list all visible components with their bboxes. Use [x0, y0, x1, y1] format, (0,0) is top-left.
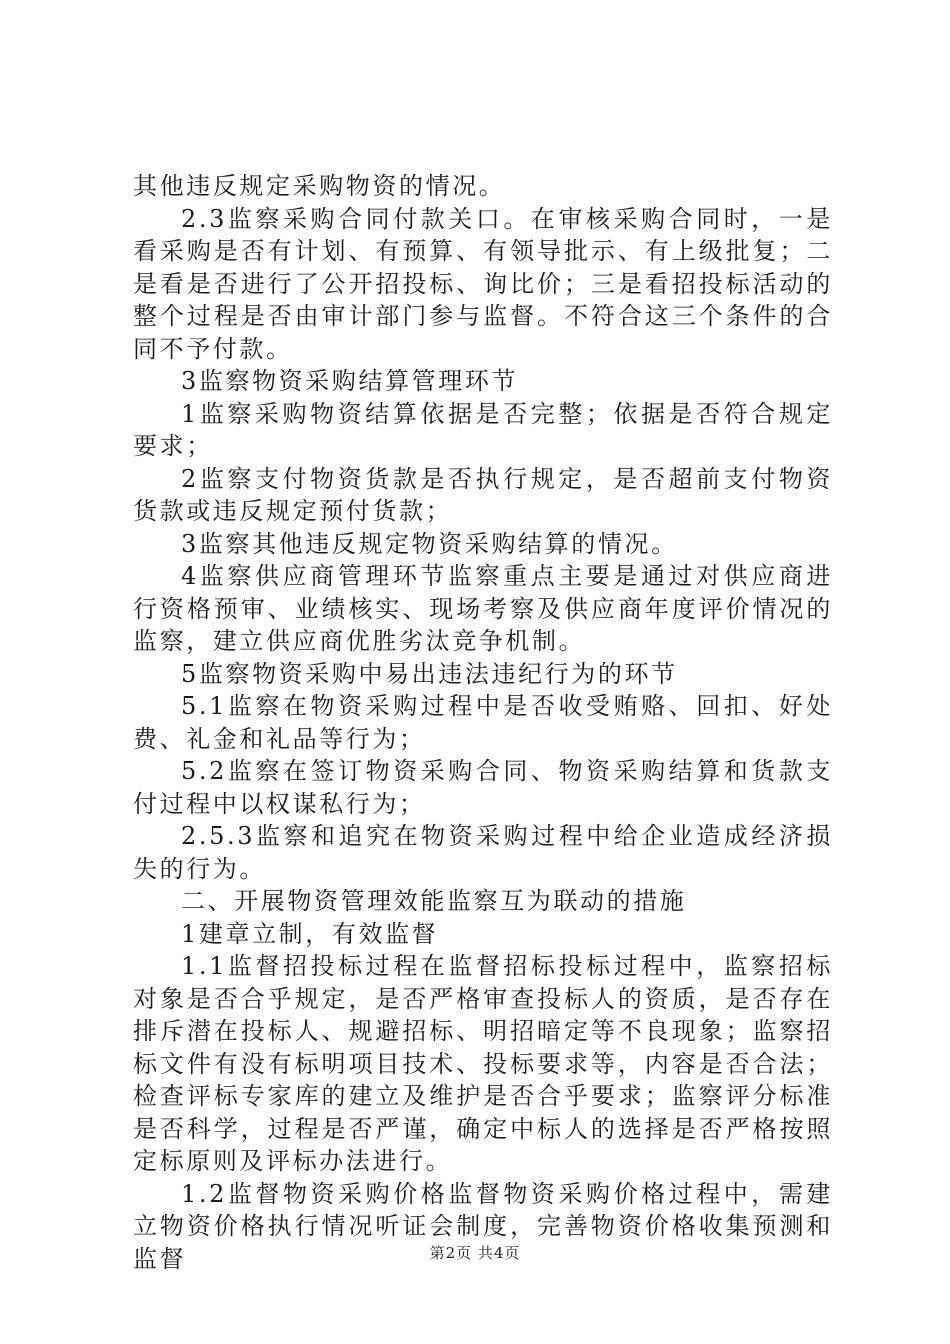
paragraph: 5.1监察在物资采购过程中是否收受贿赂、回扣、好处费、礼金和礼品等行为；	[133, 692, 833, 753]
page-footer: 第2页 共4页	[429, 1244, 521, 1262]
paragraph: 1.2监督物资采购价格监督物资采购价格过程中，需建立物资价格执行情况听证会制度，完善物资价格收集预测和监督	[133, 1179, 833, 1273]
paragraph: 2.3监察采购合同付款关口。在审核采购合同时，一是看采购是否有计划、有预算、有领导批示、有上级批复；二是看是否进行了公开招投标、询比价；三是看招投标活动的整个过程是否由审计部门参与监督。不符合这三个条件的合同不予付款。	[133, 204, 833, 363]
paragraph: 5.2监察在签订物资采购合同、物资采购结算和货款支付过程中以权谋私行为；	[133, 757, 833, 818]
section-heading: 5监察物资采购中易出违法违纪行为的环节	[181, 659, 678, 688]
paragraph: 2监察支付物资货款是否执行规定，是否超前支付物资货款或违反规定预付货款；	[133, 464, 833, 525]
document-body	[133, 170, 833, 1275]
paragraph: 4监察供应商管理环节监察重点主要是通过对供应商进行资格预审、业绩核实、现场考察及供应商年度评价情况的监察，建立供应商优胜劣汰竞争机制。	[133, 562, 833, 655]
section-heading: 二、开展物资管理效能监察互为联动的措施	[181, 887, 687, 915]
section-heading: 3监察物资采购结算管理环节	[181, 367, 519, 395]
paragraph: 1监察采购物资结算依据是否完整；依据是否符合规定要求；	[133, 399, 833, 460]
paragraph: 2.5.3监察和追究在物资采购过程中给企业造成经济损失的行为。	[133, 822, 833, 883]
section-heading: 1建章立制，有效监督	[181, 919, 439, 948]
paragraph: 3监察其他违反规定物资采购结算的情况。	[181, 529, 678, 558]
paragraph: 其他违反规定采购物资的情况。	[133, 172, 506, 200]
paragraph: 1.1监督招投标过程在监督招标投标过程中，监察招标对象是否合乎规定，是否严格审查投标人的资质，是否存在排斥潜在投标人、规避招标、明招暗定等不良现象；监察招标文件有没有标明项目技术、投标要求等，内容是否合法；检查评标专家库的建立及维护是否合乎要求；监察评分标准是否科学，过程是否严谨，确定中标人的选择是否严格按照定标原则及评标办法进行。	[133, 952, 833, 1175]
